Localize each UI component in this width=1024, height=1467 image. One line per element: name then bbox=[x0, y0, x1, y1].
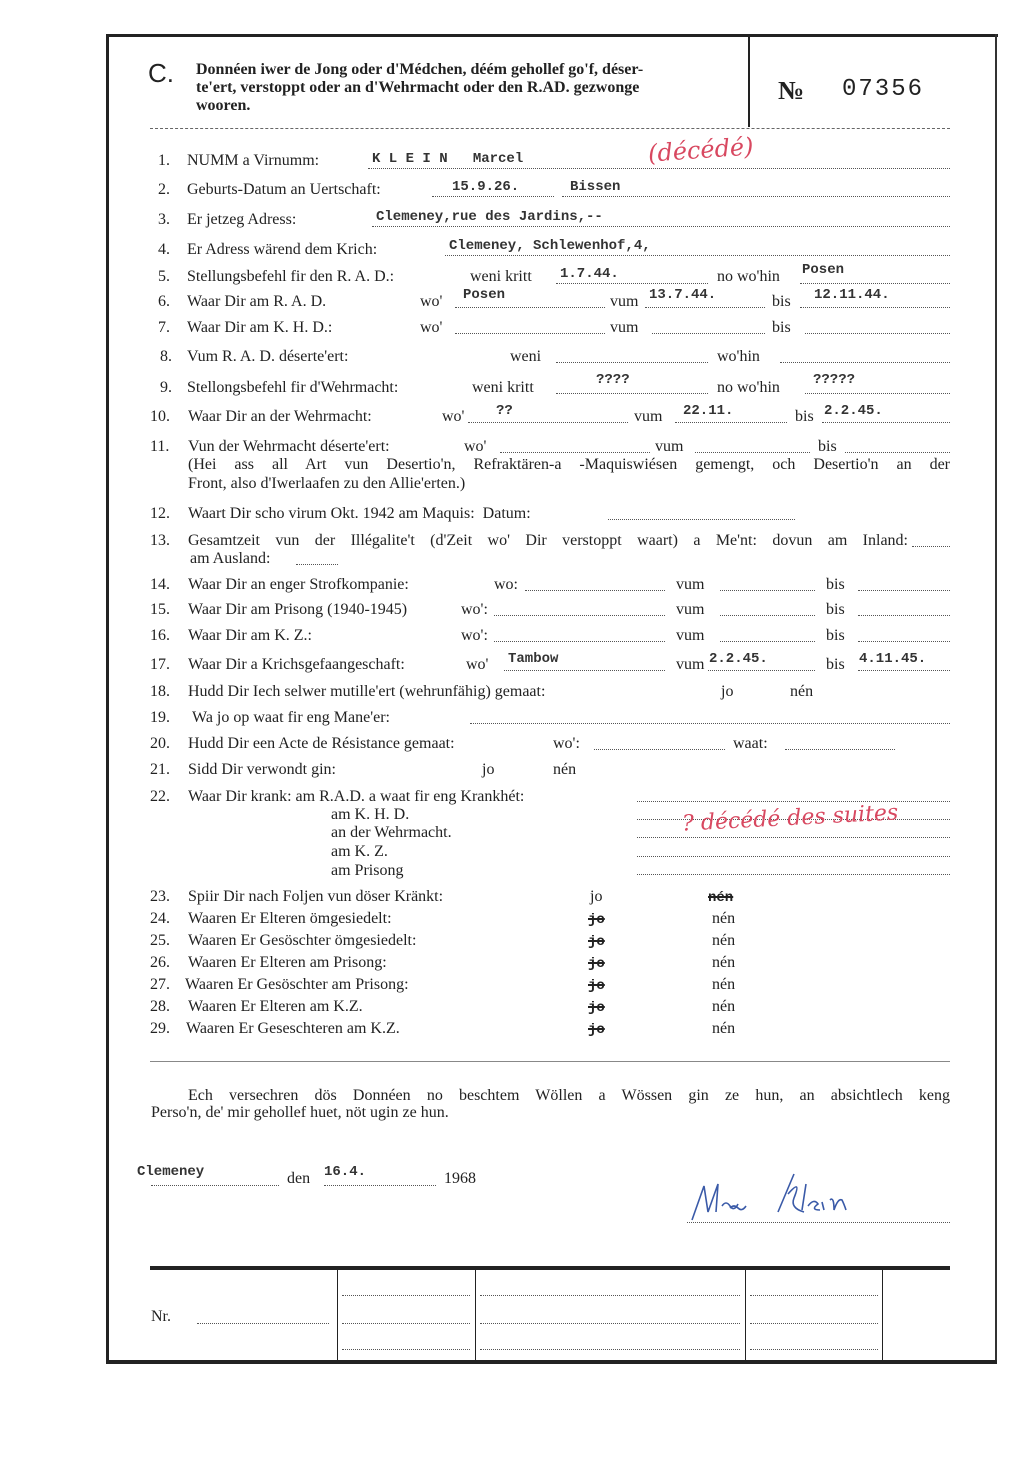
q8-weni-field[interactable] bbox=[556, 345, 708, 363]
den-label: den bbox=[287, 1170, 311, 1187]
q11-label: Vun der Wehrmacht déserte'ert: bbox=[188, 438, 390, 455]
header-separator bbox=[150, 128, 950, 129]
q15-wo-field[interactable] bbox=[494, 598, 665, 616]
footer-cell-field[interactable] bbox=[342, 1278, 470, 1296]
q20-number: 20. bbox=[150, 735, 170, 752]
q15-vum-label: vum bbox=[676, 601, 705, 618]
q5-wohin-field[interactable]: Posen bbox=[800, 266, 950, 284]
signing-place-field[interactable]: Clemeney bbox=[151, 1168, 279, 1186]
q16-wo-field[interactable] bbox=[494, 624, 665, 642]
q3-address-field[interactable]: Clemeney,rue des Jardins,-- bbox=[372, 209, 950, 227]
footer-table-divider bbox=[882, 1270, 883, 1362]
q26-nen-option[interactable]: nén bbox=[712, 954, 736, 971]
footer-cell-field[interactable] bbox=[750, 1332, 878, 1350]
q22-number: 22. bbox=[150, 788, 170, 805]
q4-address-field[interactable]: Clemeney, Schlewenhof,4, bbox=[445, 238, 950, 256]
q16-bis-label: bis bbox=[826, 627, 845, 644]
q15-bis-field[interactable] bbox=[858, 598, 950, 616]
q18-number: 18. bbox=[150, 683, 170, 700]
footer-table-divider bbox=[745, 1270, 746, 1362]
footer-table-divider bbox=[337, 1270, 338, 1362]
q22-prisong-field[interactable] bbox=[637, 857, 950, 875]
q23-nen-option-struck[interactable]: nén bbox=[708, 890, 734, 906]
q28-nen-option[interactable]: nén bbox=[712, 998, 736, 1015]
q11-number: 11. bbox=[150, 438, 170, 455]
q9-weni-field[interactable]: ???? bbox=[556, 376, 708, 394]
q18-jo-option[interactable]: jo bbox=[721, 683, 734, 700]
q1-deceased-note: (décédé) bbox=[647, 132, 755, 168]
q14-bis-label: bis bbox=[826, 576, 845, 593]
q13-ausland-field[interactable] bbox=[296, 547, 338, 565]
q22-rad-field[interactable] bbox=[637, 784, 950, 802]
q17-wo-field[interactable]: Tambow bbox=[504, 653, 665, 671]
footer-table-divider bbox=[475, 1270, 476, 1362]
q26-number: 26. bbox=[150, 954, 170, 971]
q21-jo-option[interactable]: jo bbox=[482, 761, 495, 778]
frame-left-border bbox=[106, 34, 109, 1364]
q7-wo-field[interactable] bbox=[455, 316, 605, 334]
q14-vum-field[interactable] bbox=[720, 573, 815, 591]
q9-number: 9. bbox=[160, 379, 172, 396]
q23-label: Spiir Dir nach Foljen vun döser Kränkt: bbox=[188, 888, 444, 905]
q19-label: Wa jo op waat fir eng Mane'er: bbox=[192, 709, 390, 726]
q16-number: 16. bbox=[150, 627, 170, 644]
footer-cell-field[interactable] bbox=[480, 1332, 740, 1350]
q24-number: 24. bbox=[150, 910, 170, 927]
q21-nen-option[interactable]: nén bbox=[553, 761, 577, 778]
q17-vum-label: vum bbox=[676, 656, 705, 673]
q1-number: 1. bbox=[158, 152, 170, 169]
q6-number: 6. bbox=[158, 293, 170, 310]
q8-wohin-field[interactable] bbox=[780, 345, 950, 363]
footer-cell-field[interactable] bbox=[342, 1306, 470, 1324]
q22-sub-label: am Prisong bbox=[331, 862, 404, 879]
form-number: 07356 bbox=[842, 76, 925, 103]
section-letter: C. bbox=[148, 58, 174, 88]
q29-label: Waaren Er Geseschteren am K.Z. bbox=[186, 1020, 400, 1037]
q11-wo-label: wo' bbox=[464, 438, 487, 455]
q20-wo-field[interactable] bbox=[594, 732, 725, 750]
q12-label: Waart Dir scho virum Okt. 1942 am Maquis: Datum: bbox=[188, 505, 531, 522]
q15-bis-label: bis bbox=[826, 601, 845, 618]
nr-field[interactable] bbox=[197, 1306, 329, 1324]
q6-vum-label: vum bbox=[610, 293, 639, 310]
signature-drawing bbox=[690, 1172, 880, 1222]
q11-note-line: (Hei ass all Art vun Desertio'n, Refraktären-a -Maquiswiésen gemengt, och Desertio'n an der bbox=[188, 456, 950, 473]
q24-label: Waaren Er Elteren ömgesiedelt: bbox=[188, 910, 392, 927]
q18-label: Hudd Dir Iech selwer mutille'ert (wehrunfähig) gemaat: bbox=[188, 683, 546, 700]
q7-label: Waar Dir am K. H. D.: bbox=[187, 319, 333, 336]
q18-nen-option[interactable]: nén bbox=[790, 683, 814, 700]
q2-place-field[interactable]: Bissen bbox=[562, 179, 950, 197]
q27-number: 27. bbox=[150, 976, 170, 993]
q22-kz-field[interactable] bbox=[637, 839, 950, 857]
q3-number: 3. bbox=[158, 211, 170, 228]
q7-number: 7. bbox=[158, 319, 170, 336]
q10-wo-field[interactable]: ?? bbox=[468, 405, 628, 423]
q17-wo-label: wo' bbox=[466, 656, 489, 673]
q24-nen-option[interactable]: nén bbox=[712, 910, 736, 927]
q6-vum-field[interactable]: 13.7.44. bbox=[645, 290, 765, 308]
section-separator bbox=[150, 1061, 950, 1062]
q5-label: Stellungsbefehl fir den R. A. D.: bbox=[187, 268, 395, 285]
q7-wo-label: wo' bbox=[420, 319, 443, 336]
q3-label: Er jetzeg Adress: bbox=[187, 211, 297, 228]
q8-number: 8. bbox=[160, 348, 172, 365]
q11-vum-field[interactable] bbox=[695, 435, 810, 453]
q20-label: Hudd Dir een Acte de Résistance gemaat: bbox=[188, 735, 455, 752]
section-title bbox=[196, 61, 731, 115]
footer-cell-field[interactable] bbox=[480, 1306, 740, 1324]
q8-label: Vum R. A. D. déserte'ert: bbox=[187, 348, 349, 365]
q15-label: Waar Dir am Prisong (1940-1945) bbox=[188, 601, 408, 618]
q2-number: 2. bbox=[158, 181, 170, 198]
frame-bottom-border bbox=[106, 1360, 997, 1364]
q15-number: 15. bbox=[150, 601, 170, 618]
q14-vum-label: vum bbox=[676, 576, 705, 593]
q12-number: 12. bbox=[150, 505, 170, 522]
q6-bis-field[interactable]: 12.11.44. bbox=[800, 290, 950, 308]
q25-jo-option-struck[interactable]: jo bbox=[588, 934, 605, 950]
section-title-line: wooren. bbox=[196, 97, 251, 114]
q10-vum-label: vum bbox=[634, 408, 663, 425]
signing-year: 1968 bbox=[444, 1170, 476, 1187]
q16-vum-field[interactable] bbox=[720, 624, 815, 642]
q28-jo-option-struck[interactable]: jo bbox=[588, 1000, 605, 1016]
q23-number: 23. bbox=[150, 888, 170, 905]
q16-bis-field[interactable] bbox=[858, 624, 950, 642]
q27-label: Waaren Er Gesöschter am Prisong: bbox=[185, 976, 409, 993]
q25-number: 25. bbox=[150, 932, 170, 949]
q22-handwritten-note: ? décédé des suites bbox=[681, 800, 899, 837]
q10-label: Waar Dir an der Wehrmacht: bbox=[188, 408, 372, 425]
q26-jo-option-struck[interactable]: jo bbox=[588, 956, 605, 972]
q20-wo-label: wo': bbox=[553, 735, 580, 752]
q19-field[interactable] bbox=[470, 706, 950, 724]
q8-weni-label: weni bbox=[510, 348, 542, 365]
declaration-line: Perso'n, de' mir gehollef huet, nöt ugin ze hun. bbox=[151, 1104, 449, 1121]
q7-vum-field[interactable] bbox=[652, 316, 765, 334]
q29-nen-option[interactable]: nén bbox=[712, 1020, 736, 1037]
q9-wohin-label: no wo'hin bbox=[717, 379, 780, 396]
q5-weni-label: weni kritt bbox=[470, 268, 532, 285]
q24-jo-option-struck[interactable]: jo bbox=[588, 912, 605, 928]
q17-label: Waar Dir a Krichsgefaangeschaft: bbox=[188, 656, 405, 673]
q25-nen-option[interactable]: nén bbox=[712, 932, 736, 949]
q7-bis-field[interactable] bbox=[805, 316, 950, 334]
q14-number: 14. bbox=[150, 576, 170, 593]
q11-wo-field[interactable] bbox=[500, 435, 650, 453]
q20-waat-label: waat: bbox=[733, 735, 768, 752]
q28-number: 28. bbox=[150, 998, 170, 1015]
declaration-line: Ech versechren dös Donnéen no beschtem Wöllen a Wössen gin ze hun, an absichtlech keng bbox=[188, 1087, 950, 1104]
q9-wohin-field[interactable]: ????? bbox=[805, 376, 950, 394]
q5-wohin-label: no wo'hin bbox=[717, 268, 780, 285]
q27-nen-option[interactable]: nén bbox=[712, 976, 736, 993]
q9-weni-label: weni kritt bbox=[472, 379, 534, 396]
q7-bis-label: bis bbox=[772, 319, 791, 336]
footer-table-top-border bbox=[150, 1266, 950, 1270]
q21-number: 21. bbox=[150, 761, 170, 778]
q4-label: Er Adress wärend dem Krich: bbox=[187, 241, 378, 258]
signature-image bbox=[690, 1172, 880, 1222]
q1-label: NUMM a Virnumm: bbox=[187, 152, 320, 169]
q29-number: 29. bbox=[150, 1020, 170, 1037]
q14-label: Waar Dir an enger Strofkompanie: bbox=[188, 576, 409, 593]
q29-jo-option-struck[interactable]: jo bbox=[588, 1022, 605, 1038]
number-symbol: № bbox=[778, 76, 805, 105]
q9-label: Stellongsbefehl fir d'Wehrmacht: bbox=[187, 379, 399, 396]
q22-sub-label: am K. Z. bbox=[331, 843, 388, 860]
q6-wo-field[interactable]: Posen bbox=[455, 290, 605, 308]
q2-label: Geburts-Datum an Uertschaft: bbox=[187, 181, 381, 198]
q17-bis-field[interactable]: 4.11.45. bbox=[858, 653, 950, 671]
q15-vum-field[interactable] bbox=[720, 598, 815, 616]
q25-label: Waaren Er Gesöschter ömgesiedelt: bbox=[188, 932, 417, 949]
q22-sub-label: an der Wehrmacht. bbox=[331, 824, 452, 841]
q11-bis-field[interactable] bbox=[845, 435, 950, 453]
q10-bis-label: bis bbox=[795, 408, 814, 425]
q6-wo-label: wo' bbox=[420, 293, 443, 310]
section-title-line: Donnéen iwer de Jong oder d'Médchen, déém gehollef go'f, déser- bbox=[196, 61, 644, 78]
q4-number: 4. bbox=[158, 241, 170, 258]
q14-wo-field[interactable] bbox=[525, 573, 665, 591]
q11-vum-label: vum bbox=[655, 438, 684, 455]
q12-date-field[interactable] bbox=[608, 502, 795, 520]
q26-label: Waaren Er Elteren am Prisong: bbox=[188, 954, 387, 971]
q16-label: Waar Dir am K. Z.: bbox=[188, 627, 312, 644]
q22-sub-label: am K. H. D. bbox=[331, 806, 410, 823]
q13-number: 13. bbox=[150, 532, 170, 549]
footer-cell-field[interactable] bbox=[480, 1278, 740, 1296]
q10-number: 10. bbox=[150, 408, 170, 425]
q28-label: Waaren Er Elteren am K.Z. bbox=[188, 998, 363, 1015]
q5-weni-field[interactable]: 1.7.44. bbox=[556, 266, 708, 284]
q10-wo-label: wo' bbox=[442, 408, 465, 425]
nr-label: Nr. bbox=[151, 1308, 171, 1325]
q19-number: 19. bbox=[150, 709, 170, 726]
section-title-line: te'ert, verstoppt oder an d'Wehrmacht oder den R.AD. gezwonge bbox=[196, 79, 640, 96]
q13-label: Gesamtzeit vun der Illégalite't (d'Zeit wo' Dir verstoppt waart) a Me'nt: dovun am Inland: bbox=[188, 532, 908, 549]
q10-bis-field[interactable]: 2.2.45. bbox=[822, 405, 950, 423]
q6-bis-label: bis bbox=[772, 293, 791, 310]
q17-bis-label: bis bbox=[826, 656, 845, 673]
q6-label: Waar Dir am R. A. D. bbox=[187, 293, 327, 310]
q11-bis-label: bis bbox=[818, 438, 837, 455]
q10-vum-field[interactable]: 22.11. bbox=[675, 405, 787, 423]
q17-number: 17. bbox=[150, 656, 170, 673]
q14-wo-label: wo: bbox=[494, 576, 518, 593]
q11-note-line: Front, also d'Iwerlaafen zu den Allie'erten.) bbox=[188, 475, 466, 492]
footer-cell-field[interactable] bbox=[750, 1278, 878, 1296]
q15-wo-label: wo': bbox=[461, 601, 488, 618]
header-divider bbox=[748, 37, 750, 127]
q17-vum-field[interactable]: 2.2.45. bbox=[708, 653, 815, 671]
q16-wo-label: wo': bbox=[461, 627, 488, 644]
q16-vum-label: vum bbox=[676, 627, 705, 644]
footer-cell-field[interactable] bbox=[750, 1306, 878, 1324]
q8-wohin-label: wo'hin bbox=[717, 348, 760, 365]
q1-name-field[interactable]: K L E I N Marcel bbox=[368, 151, 950, 169]
q22-label: Waar Dir krank: am R.A.D. a waat fir eng Krankhét: bbox=[188, 788, 525, 805]
frame-right-border bbox=[995, 34, 997, 1364]
signing-date-field[interactable]: 16.4. bbox=[324, 1168, 436, 1186]
q23-jo-option[interactable]: jo bbox=[590, 888, 603, 905]
q27-jo-option-struck[interactable]: jo bbox=[588, 978, 605, 994]
q20-waat-field[interactable] bbox=[785, 732, 895, 750]
q2-date-field[interactable]: 15.9.26. bbox=[432, 179, 554, 197]
q5-number: 5. bbox=[158, 268, 170, 285]
q13-inland-field[interactable] bbox=[912, 529, 950, 547]
q21-label: Sidd Dir verwondt gin: bbox=[188, 761, 336, 778]
frame-top-border bbox=[106, 34, 998, 37]
q13-ausland-label: am Ausland: bbox=[190, 550, 271, 567]
q14-bis-field[interactable] bbox=[858, 573, 950, 591]
footer-cell-field[interactable] bbox=[342, 1332, 470, 1350]
q7-vum-label: vum bbox=[610, 319, 639, 336]
